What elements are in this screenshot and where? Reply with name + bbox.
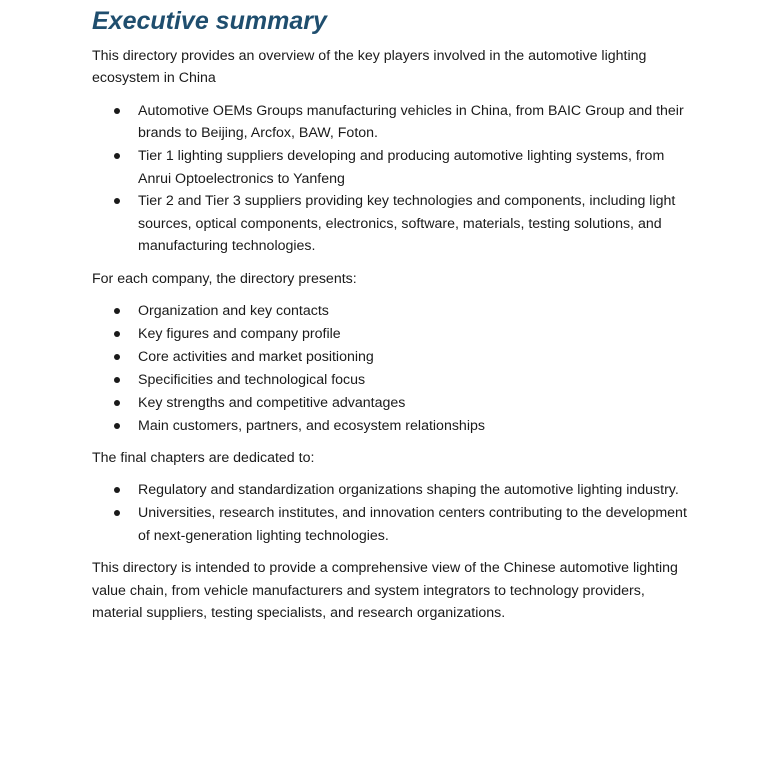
bullet-icon: [114, 510, 120, 516]
page-title: Executive summary: [92, 7, 327, 35]
list-item-text: Tier 1 lighting suppliers developing and producing automotive lighting systems, from Anrui Optoelectronics to Yanfeng: [138, 148, 665, 187]
list-item-text: Organization and key contacts: [138, 303, 329, 320]
final-intro-paragraph: The final chapters are dedicated to:: [92, 450, 315, 466]
document-page: [92, 4, 692, 624]
list-item-text: Universities, research institutes, and innovation centers contributing to the development of next-generation lighting technologies.: [138, 505, 687, 544]
bullet-icon: [114, 198, 120, 204]
final-items-list: [92, 479, 692, 547]
list-item: [92, 190, 692, 257]
list-item: [92, 502, 692, 547]
company-intro-paragraph: For each company, the directory presents:: [92, 270, 357, 287]
intro-paragraph: This directory provides an overview of the key players involved in the automotive lighting ecosystem in China: [92, 48, 647, 87]
list-item-text: Key figures and company profile: [138, 325, 341, 342]
bullet-icon: [114, 377, 120, 383]
bullet-icon: [114, 331, 120, 337]
list-item: [92, 300, 692, 322]
bullet-icon: [114, 108, 120, 114]
list-item: [92, 100, 692, 145]
bullet-icon: [114, 153, 120, 159]
list-item: [92, 145, 692, 190]
list-item: [92, 346, 692, 368]
list-item: [92, 415, 692, 437]
company-items-list: [92, 300, 692, 437]
list-item: [92, 392, 692, 414]
list-item-text: Automotive OEMs Groups manufacturing vehicles in China, from BAIC Group and their brands to Beijing, Arcfox, BAW, Foton.: [138, 102, 684, 142]
list-item-text: Core activities and market positioning: [138, 348, 374, 365]
bullet-icon: [114, 308, 120, 314]
list-item: [92, 369, 692, 391]
players-list: [92, 100, 692, 258]
list-item: [92, 323, 692, 345]
list-item: [92, 479, 692, 501]
bullet-icon: [114, 354, 120, 360]
bullet-icon: [114, 487, 120, 493]
list-item-text: Key strengths and competitive advantages: [138, 394, 406, 411]
list-item-text: Main customers, partners, and ecosystem relationships: [138, 417, 485, 434]
closing-paragraph: This directory is intended to provide a comprehensive view of the Chinese automotive lighting value chain, from vehicle manufacturers and system integrators to technology providers, material suppliers, testing specialists, and research organizations.: [92, 560, 678, 621]
list-item-text: Regulatory and standardization organizations shaping the automotive lighting industry.: [138, 482, 679, 499]
list-item-text: Tier 2 and Tier 3 suppliers providing key technologies and components, including light sources, optical components, electronics, software, materials, testing solutions, and manufacturing technologies.: [138, 193, 676, 255]
bullet-icon: [114, 400, 120, 406]
list-item-text: Specificities and technological focus: [138, 371, 366, 388]
bullet-icon: [114, 423, 120, 429]
